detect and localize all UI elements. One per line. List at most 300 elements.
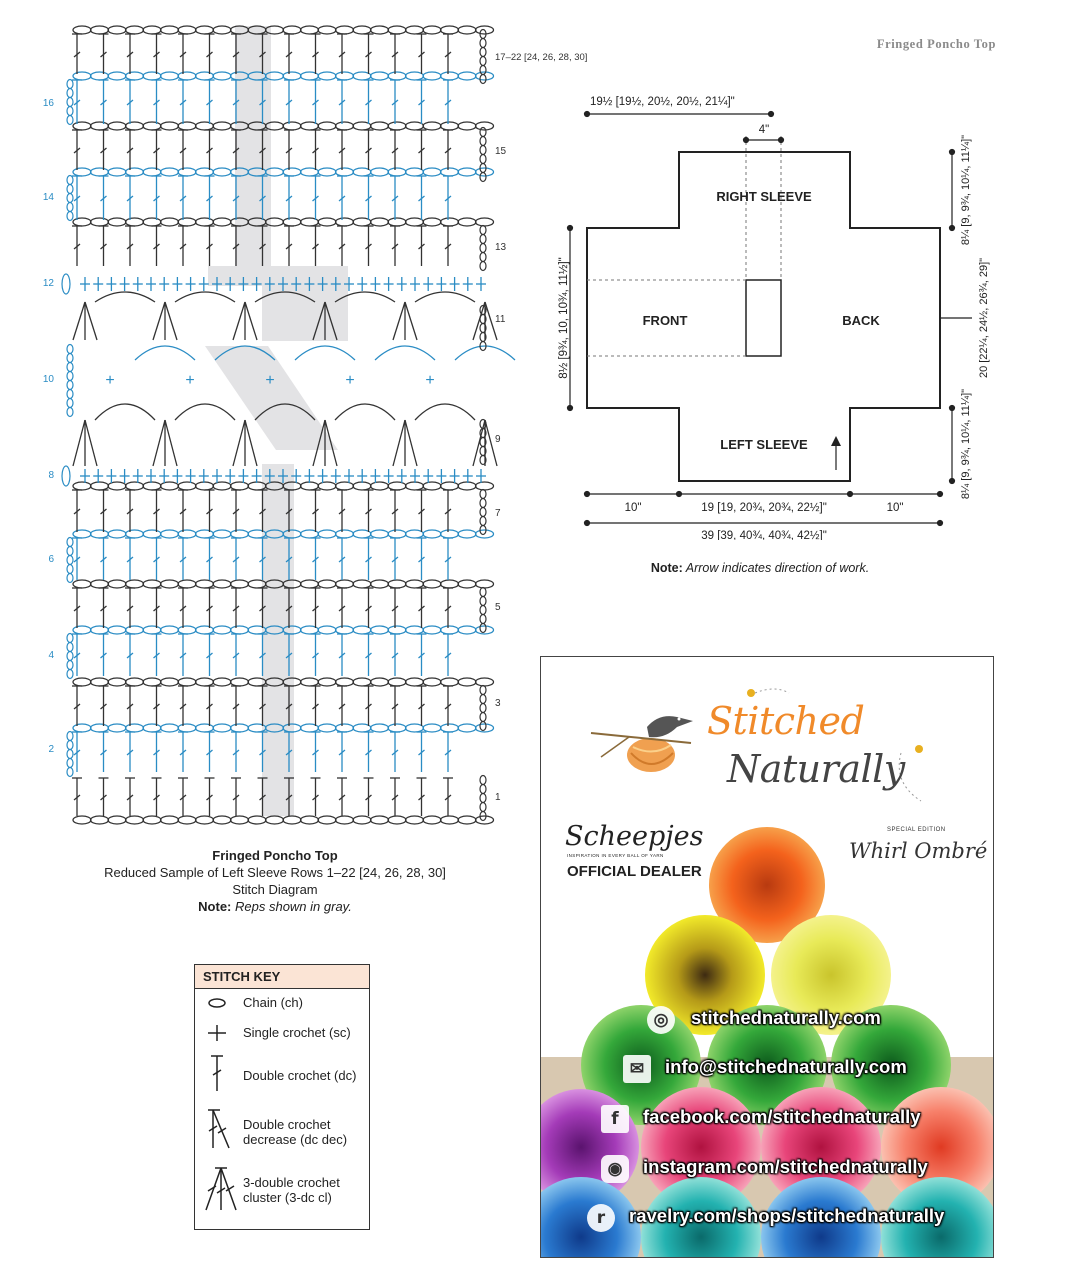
chain-stitch <box>353 26 371 34</box>
chain-stitch <box>178 26 196 34</box>
turning-chain <box>480 155 486 164</box>
chain-stitch <box>196 580 214 588</box>
turning-chain <box>480 695 486 704</box>
chain-stitch <box>318 626 336 634</box>
chain-stitch <box>213 816 231 824</box>
chain-stitch <box>231 724 249 732</box>
chain-stitch <box>441 724 459 732</box>
cluster-leg <box>153 420 165 466</box>
turning-chain <box>67 759 73 768</box>
chain-stitch <box>196 816 214 824</box>
chain-stitch <box>143 816 161 824</box>
chain-stitch <box>371 626 389 634</box>
turning-chain <box>480 57 486 66</box>
chain-stitch <box>283 122 301 130</box>
chain-stitch <box>161 530 179 538</box>
chain-stitch <box>458 626 476 634</box>
contact-website-text[interactable]: stitchednaturally.com <box>691 1007 881 1028</box>
scheepjes-tagline: INSPIRATION IN EVERY BALL OF YARN <box>567 853 664 858</box>
cluster-leg <box>405 302 417 340</box>
row-number-right: 11 <box>495 314 506 325</box>
chain-stitch <box>406 482 424 490</box>
chain-stitch <box>91 168 109 176</box>
chain-arch <box>455 346 515 360</box>
chart-caption <box>70 847 480 915</box>
chain-stitch <box>108 72 126 80</box>
chain-stitch <box>196 678 214 686</box>
chain-stitch <box>318 72 336 80</box>
chain-stitch <box>108 26 126 34</box>
chain-stitch <box>336 122 354 130</box>
row-number-right: 15 <box>495 146 507 157</box>
row-number-right: 7 <box>495 508 501 519</box>
turning-chain <box>67 176 73 185</box>
cluster-leg <box>473 302 485 340</box>
chain-stitch <box>178 626 196 634</box>
chain-stitch <box>423 168 441 176</box>
chain-stitch <box>91 26 109 34</box>
chain-stitch <box>301 678 319 686</box>
chain-stitch <box>441 218 459 226</box>
caption-line3: Stitch Diagram <box>232 882 318 897</box>
chain-arch <box>95 404 155 420</box>
dim-left-height: 8½ [9¾, 10, 10¾, 11½]" <box>558 257 570 379</box>
key-item-sc <box>195 1023 369 1045</box>
chain-stitch <box>126 122 144 130</box>
turning-chain <box>480 785 486 794</box>
turning-chain <box>480 713 486 722</box>
turning-chain <box>67 390 73 399</box>
chain-stitch <box>143 724 161 732</box>
chain-stitch <box>178 122 196 130</box>
chain-stitch <box>196 122 214 130</box>
chain-stitch <box>406 26 424 34</box>
chain-stitch <box>126 724 144 732</box>
chain-stitch <box>73 218 91 226</box>
chain-stitch <box>283 168 301 176</box>
chain-stitch <box>301 580 319 588</box>
chain-stitch <box>126 678 144 686</box>
chain-stitch <box>161 626 179 634</box>
chain-stitch <box>371 168 389 176</box>
chain-stitch <box>108 122 126 130</box>
turning-chain <box>480 803 486 812</box>
running-header: Fringed Poncho Top <box>876 37 996 51</box>
row-number-left: 10 <box>42 374 54 385</box>
chain-stitch <box>406 626 424 634</box>
chain-stitch <box>318 482 336 490</box>
label-right-sleeve: RIGHT SLEEVE <box>716 189 812 204</box>
chain-stitch <box>196 218 214 226</box>
dim-bottom-total: 39 [39, 40¾, 40¾, 42½]" <box>701 530 827 540</box>
chain-stitch <box>196 26 214 34</box>
chain-stitch <box>336 482 354 490</box>
turning-chain <box>480 128 486 137</box>
chain-stitch <box>458 482 476 490</box>
turning-chain <box>67 80 73 89</box>
row-number-left: 2 <box>48 744 54 755</box>
cluster-icon <box>203 1165 243 1213</box>
chain-stitch <box>371 816 389 824</box>
caption-note <box>70 898 480 915</box>
globe-icon: ◎ <box>647 1006 675 1034</box>
row-number-right: 9 <box>495 434 501 445</box>
chain-stitch <box>283 816 301 824</box>
chain-stitch <box>406 724 424 732</box>
chain-stitch <box>178 218 196 226</box>
chain-stitch <box>143 72 161 80</box>
chain-stitch <box>161 724 179 732</box>
cluster-leg <box>85 302 97 340</box>
chain-stitch <box>441 482 459 490</box>
chain-stitch <box>73 122 91 130</box>
chain-stitch <box>108 580 126 588</box>
chain-stitch <box>458 678 476 686</box>
chain-stitch <box>441 26 459 34</box>
turning-chain <box>67 565 73 574</box>
chain-stitch <box>406 816 424 824</box>
chain-stitch <box>108 626 126 634</box>
chain-stitch <box>161 482 179 490</box>
chain-stitch <box>213 626 231 634</box>
chain-stitch <box>108 530 126 538</box>
turning-chain <box>480 615 486 624</box>
rep-band-diagonal <box>205 346 338 450</box>
rep-band-row12 <box>208 266 348 286</box>
cluster-leg <box>153 302 165 340</box>
chain-stitch <box>476 482 494 490</box>
turning-chain <box>67 116 73 125</box>
turning-chain <box>480 146 486 155</box>
chain-stitch <box>336 580 354 588</box>
turning-chain <box>480 686 486 695</box>
chain-stitch <box>213 218 231 226</box>
dim-right-bottom: 8¼ [9, 9¾, 10¼, 11¼]" <box>960 388 972 500</box>
chain-stitch <box>178 530 196 538</box>
row-number-right: 5 <box>495 602 501 613</box>
chain-stitch <box>196 530 214 538</box>
chain-stitch <box>441 816 459 824</box>
label-front: FRONT <box>642 313 688 328</box>
contact-facebook[interactable] <box>541 1101 993 1137</box>
chain-stitch <box>213 678 231 686</box>
chain-stitch <box>458 72 476 80</box>
turning-chain <box>67 670 73 679</box>
chain-stitch <box>196 482 214 490</box>
key-label-dc-dec: Double crochet decrease (dc dec) <box>243 1117 348 1147</box>
chain-stitch <box>283 26 301 34</box>
advertisement <box>540 656 994 1258</box>
row-number-left: 14 <box>42 192 54 203</box>
turning-chain <box>480 253 486 262</box>
turning-chain <box>480 588 486 597</box>
stitch-key <box>194 964 370 1230</box>
contact-instagram-text[interactable]: instagram.com/stitchednaturally <box>643 1156 928 1177</box>
chain-stitch <box>196 72 214 80</box>
chain-stitch <box>231 626 249 634</box>
chain-stitch <box>441 678 459 686</box>
chain-stitch <box>91 530 109 538</box>
chain-stitch <box>178 580 196 588</box>
key-item-dc <box>195 1053 369 1095</box>
chain-stitch <box>91 122 109 130</box>
chain-stitch <box>143 580 161 588</box>
turning-chain <box>480 490 486 499</box>
chain-stitch <box>423 26 441 34</box>
turning-chain <box>67 345 73 354</box>
chain-stitch <box>388 530 406 538</box>
sc-stitch: + <box>105 372 115 389</box>
turning-chain <box>62 274 70 294</box>
dim-bottom-left: 10" <box>624 502 642 514</box>
chain-stitch <box>476 580 494 588</box>
sc-stitch: + <box>345 372 355 389</box>
chain-stitch <box>91 626 109 634</box>
chain-stitch <box>213 122 231 130</box>
chain-stitch <box>301 482 319 490</box>
chain-stitch <box>423 626 441 634</box>
chain-stitch <box>336 72 354 80</box>
contact-ravelry[interactable] <box>541 1200 993 1236</box>
key-item-cluster <box>195 1165 369 1215</box>
chain-arch <box>175 404 235 420</box>
turning-chain <box>67 107 73 116</box>
schematic-note-text: Arrow indicates direction of work. <box>682 561 870 575</box>
chain-arch <box>135 346 195 360</box>
chain-stitch <box>143 122 161 130</box>
turning-chain <box>480 66 486 75</box>
chain-stitch <box>143 168 161 176</box>
row-number-left: 8 <box>48 470 54 481</box>
contact-website[interactable] <box>541 1002 993 1038</box>
contact-instagram[interactable] <box>541 1151 993 1187</box>
chain-stitch <box>441 626 459 634</box>
chain-stitch <box>248 816 266 824</box>
chain-stitch <box>231 530 249 538</box>
schematic-diagram <box>540 80 990 540</box>
turning-chain <box>480 39 486 48</box>
row-number-left: 4 <box>48 650 54 661</box>
cluster-leg <box>73 420 85 466</box>
chain-stitch <box>108 482 126 490</box>
chain-stitch <box>213 168 231 176</box>
chain-stitch <box>476 72 494 80</box>
turning-chain <box>480 173 486 182</box>
caption-subtitle: Reduced Sample of Left Sleeve Rows 1–22 [24, 26, 28, 30] <box>104 865 446 880</box>
chain-stitch <box>178 816 196 824</box>
dim-neck: 4" <box>758 124 770 136</box>
facebook-icon: f <box>601 1105 629 1133</box>
chain-stitch <box>161 218 179 226</box>
turning-chain <box>67 203 73 212</box>
chain-stitch <box>388 26 406 34</box>
turning-chain <box>67 98 73 107</box>
stitch-key-heading: STITCH KEY <box>195 965 369 989</box>
chain-stitch <box>91 580 109 588</box>
chain-stitch <box>283 72 301 80</box>
chain-stitch <box>196 168 214 176</box>
cluster-leg <box>233 302 245 340</box>
chain-stitch <box>406 168 424 176</box>
chain-stitch <box>388 816 406 824</box>
chain-stitch <box>406 72 424 80</box>
chain-stitch <box>318 724 336 732</box>
double-crochet-icon <box>203 1053 233 1093</box>
chain-arch <box>95 292 155 302</box>
chain-stitch <box>143 530 161 538</box>
chain-stitch <box>231 482 249 490</box>
instagram-icon: ◉ <box>601 1155 629 1183</box>
chain-stitch <box>423 530 441 538</box>
chain-stitch <box>266 816 284 824</box>
turning-chain <box>480 508 486 517</box>
chain-stitch <box>388 724 406 732</box>
chain-stitch <box>423 122 441 130</box>
cluster-leg <box>405 420 417 466</box>
turning-chain <box>62 466 70 486</box>
key-label-cluster: 3-double crochet cluster (3-dc cl) <box>243 1175 340 1205</box>
chain-stitch <box>301 816 319 824</box>
turning-chain <box>67 768 73 777</box>
row-number-right: 1 <box>495 792 501 803</box>
chain-stitch <box>423 218 441 226</box>
chain-stitch <box>476 218 494 226</box>
chain-stitch <box>73 530 91 538</box>
turning-chain <box>67 399 73 408</box>
chain-stitch <box>353 482 371 490</box>
turning-chain <box>67 661 73 670</box>
label-left-sleeve: LEFT SLEEVE <box>720 437 808 452</box>
turning-chain <box>480 704 486 713</box>
chain-stitch <box>353 678 371 686</box>
chain-stitch <box>126 626 144 634</box>
chain-stitch <box>126 218 144 226</box>
turning-chain <box>67 732 73 741</box>
chain-stitch <box>178 72 196 80</box>
turning-chain <box>67 652 73 661</box>
chain-stitch <box>108 218 126 226</box>
contact-facebook-text[interactable]: facebook.com/stitchednaturally <box>643 1106 921 1127</box>
chain-stitch <box>423 678 441 686</box>
turning-chain <box>480 606 486 615</box>
single-crochet-icon <box>203 1023 233 1043</box>
sc-stitch: + <box>185 372 195 389</box>
chain-stitch <box>178 482 196 490</box>
contact-ravelry-text[interactable]: ravelry.com/shops/stitchednaturally <box>629 1205 945 1226</box>
chain-stitch <box>161 678 179 686</box>
chain-stitch <box>73 626 91 634</box>
chain-stitch <box>126 168 144 176</box>
chain-stitch <box>423 482 441 490</box>
turning-chain <box>67 574 73 583</box>
chain-stitch <box>108 678 126 686</box>
chain-stitch <box>371 580 389 588</box>
turning-chain <box>67 89 73 98</box>
chain-stitch <box>73 724 91 732</box>
turning-chain <box>480 722 486 731</box>
turning-chain <box>480 137 486 146</box>
key-item-dc-dec <box>195 1107 369 1151</box>
cluster-leg <box>85 420 97 466</box>
chain-arch <box>415 292 475 302</box>
cluster-leg <box>245 420 257 466</box>
chain-stitch <box>406 122 424 130</box>
chain-stitch <box>178 168 196 176</box>
chain-stitch <box>73 580 91 588</box>
contact-email[interactable] <box>541 1051 993 1087</box>
chain-stitch <box>441 122 459 130</box>
chain-stitch <box>126 26 144 34</box>
chain-stitch <box>388 482 406 490</box>
chain-stitch <box>318 218 336 226</box>
chain-stitch <box>73 168 91 176</box>
chain-stitch <box>108 724 126 732</box>
key-label-dc: Double crochet (dc) <box>243 1068 357 1083</box>
dc-decrease-icon <box>203 1107 237 1151</box>
row-number-left: 16 <box>42 98 54 109</box>
chain-stitch <box>371 530 389 538</box>
chain-stitch <box>178 678 196 686</box>
chain-stitch <box>196 626 214 634</box>
chain-stitch <box>371 122 389 130</box>
chain-stitch <box>423 580 441 588</box>
chain-stitch <box>476 122 494 130</box>
sc-stitch: + <box>425 372 435 389</box>
turning-chain <box>480 226 486 235</box>
key-label-sc: Single crochet (sc) <box>243 1025 351 1040</box>
chain-stitch <box>458 26 476 34</box>
chain-stitch <box>371 482 389 490</box>
chain-stitch <box>161 72 179 80</box>
chain-stitch <box>371 678 389 686</box>
turning-chain <box>480 244 486 253</box>
special-edition: SPECIAL EDITION <box>887 827 946 833</box>
neck-opening <box>746 280 781 356</box>
sc-stitch: + <box>265 372 275 389</box>
turning-chain <box>480 624 486 633</box>
chain-stitch <box>353 816 371 824</box>
envelope-icon: ✉ <box>623 1055 651 1083</box>
chain-stitch <box>73 482 91 490</box>
turning-chain <box>67 194 73 203</box>
turning-chain <box>67 185 73 194</box>
chain-stitch <box>161 26 179 34</box>
chain-stitch <box>318 580 336 588</box>
turning-chain <box>480 517 486 526</box>
chain-stitch <box>283 218 301 226</box>
chain-stitch <box>458 218 476 226</box>
stitch-diagram <box>40 20 610 840</box>
chain-arch <box>375 346 435 360</box>
schematic-note-label: Note: <box>650 561 683 575</box>
chain-stitch <box>371 724 389 732</box>
chain-stitch <box>161 168 179 176</box>
chain-stitch <box>143 626 161 634</box>
chain-stitch <box>126 482 144 490</box>
contact-email-text[interactable]: info@stitchednaturally.com <box>665 1056 907 1077</box>
chain-stitch <box>126 580 144 588</box>
turning-chain <box>480 48 486 57</box>
scheepjes-logo: Scheepjes <box>565 821 704 852</box>
chain-stitch <box>301 26 319 34</box>
chain-stitch <box>143 678 161 686</box>
chain-stitch <box>213 26 231 34</box>
chain-stitch <box>441 580 459 588</box>
caption-title: Fringed Poncho Top <box>212 848 338 863</box>
rep-band-upper <box>235 26 271 266</box>
cluster-leg <box>165 302 177 340</box>
dim-right-total: 20 [22¼, 24½, 26¾, 29]" <box>978 257 990 379</box>
